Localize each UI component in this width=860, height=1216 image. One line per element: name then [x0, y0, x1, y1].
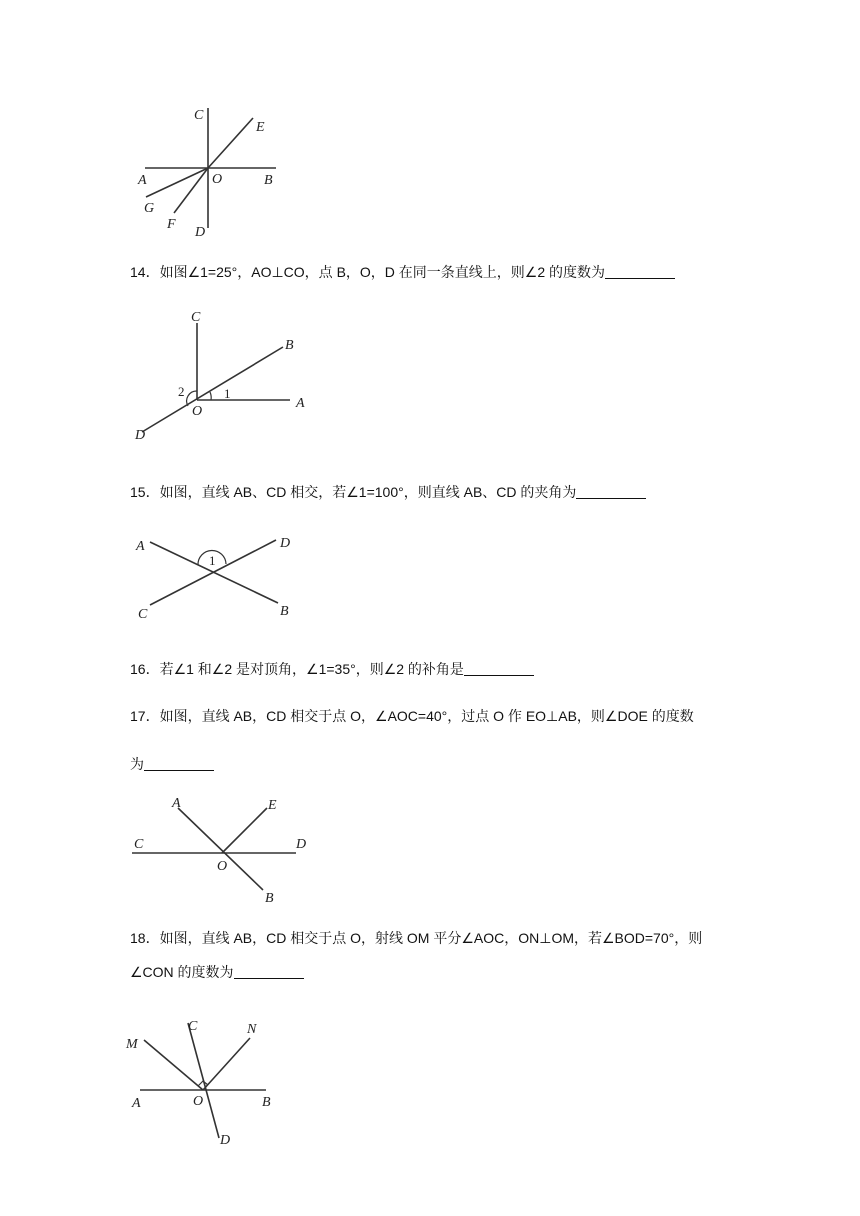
ray-oe — [208, 118, 253, 168]
label-m: M — [126, 1037, 138, 1052]
question-18 — [130, 928, 702, 948]
ray-on — [203, 1038, 250, 1090]
label-c: C — [191, 310, 201, 325]
label-b: B — [285, 338, 294, 353]
label-d: D — [135, 428, 146, 443]
label-a: A — [296, 396, 305, 411]
question-14 — [130, 262, 675, 282]
label-d: D — [280, 536, 291, 551]
label-a: A — [132, 1096, 141, 1111]
answer-blank-14[interactable] — [605, 264, 675, 279]
label-b: B — [265, 891, 274, 906]
label-b: B — [280, 604, 289, 619]
label-o: O — [212, 172, 223, 187]
label-c: C — [138, 607, 148, 622]
question-16-text: 16．若∠1 和∠2 是对顶角，∠1=35°，则∠2 的补角是 — [130, 661, 464, 677]
label-d: D — [296, 837, 307, 852]
question-15-text: 15．如图，直线 AB、CD 相交，若∠1=100°，则直线 AB、CD 的夹角为 — [130, 484, 577, 500]
question-18-text-2: ∠CON 的度数为 — [130, 964, 234, 980]
question-18-text: 18．如图，直线 AB，CD 相交于点 O，射线 OM 平分∠AOC，ON⊥OM，若∠BOD=70°，则 — [130, 930, 703, 946]
label-d: D — [195, 225, 206, 240]
label-f: F — [167, 217, 176, 232]
label-a: A — [136, 539, 145, 554]
figure-17 — [130, 790, 320, 915]
line-cd — [150, 540, 276, 605]
ray-of — [174, 168, 208, 213]
question-15 — [130, 482, 646, 502]
line-ab — [178, 808, 263, 890]
label-o: O — [217, 859, 228, 874]
label-o: O — [193, 1094, 204, 1109]
question-17-line-2 — [130, 754, 214, 774]
question-16 — [130, 659, 534, 679]
answer-blank-17[interactable] — [144, 756, 214, 771]
angle-arc-1 — [210, 392, 211, 400]
label-g: G — [144, 201, 155, 216]
answer-blank-18[interactable] — [234, 964, 304, 979]
ray-og — [146, 168, 208, 197]
label-e: E — [256, 120, 265, 135]
answer-blank-15[interactable] — [576, 484, 646, 499]
ray-oe — [222, 808, 267, 853]
label-1: 1 — [209, 553, 216, 568]
line-bd — [142, 347, 283, 432]
label-b: B — [262, 1095, 271, 1110]
question-14-text: 14．如图∠1=25°，AO⊥CO，点 B，O，D 在同一条直线上，则∠2 的度数为 — [130, 264, 606, 280]
question-17-text: 17．如图，直线 AB，CD 相交于点 O，∠AOC=40°，过点 O 作 EO⊥AB，则∠DOE 的度数 — [130, 708, 694, 724]
label-n: N — [247, 1022, 257, 1037]
label-o: O — [192, 404, 203, 419]
figure-15 — [130, 525, 310, 625]
label-c: C — [188, 1019, 198, 1034]
label-d: D — [220, 1133, 231, 1148]
figure-13 — [130, 100, 300, 245]
figure-14 — [130, 305, 320, 450]
label-1: 1 — [224, 386, 231, 401]
question-17 — [130, 706, 694, 726]
label-c: C — [194, 108, 204, 123]
label-e: E — [268, 798, 277, 813]
question-17-text-2: 为 — [130, 756, 144, 772]
answer-blank-16[interactable] — [464, 661, 534, 676]
label-a: A — [138, 173, 147, 188]
question-18-line-2 — [130, 962, 304, 982]
figure-18 — [120, 1010, 300, 1155]
label-2: 2 — [178, 384, 185, 399]
label-b: B — [264, 173, 273, 188]
label-c: C — [134, 837, 144, 852]
label-a: A — [172, 796, 181, 811]
